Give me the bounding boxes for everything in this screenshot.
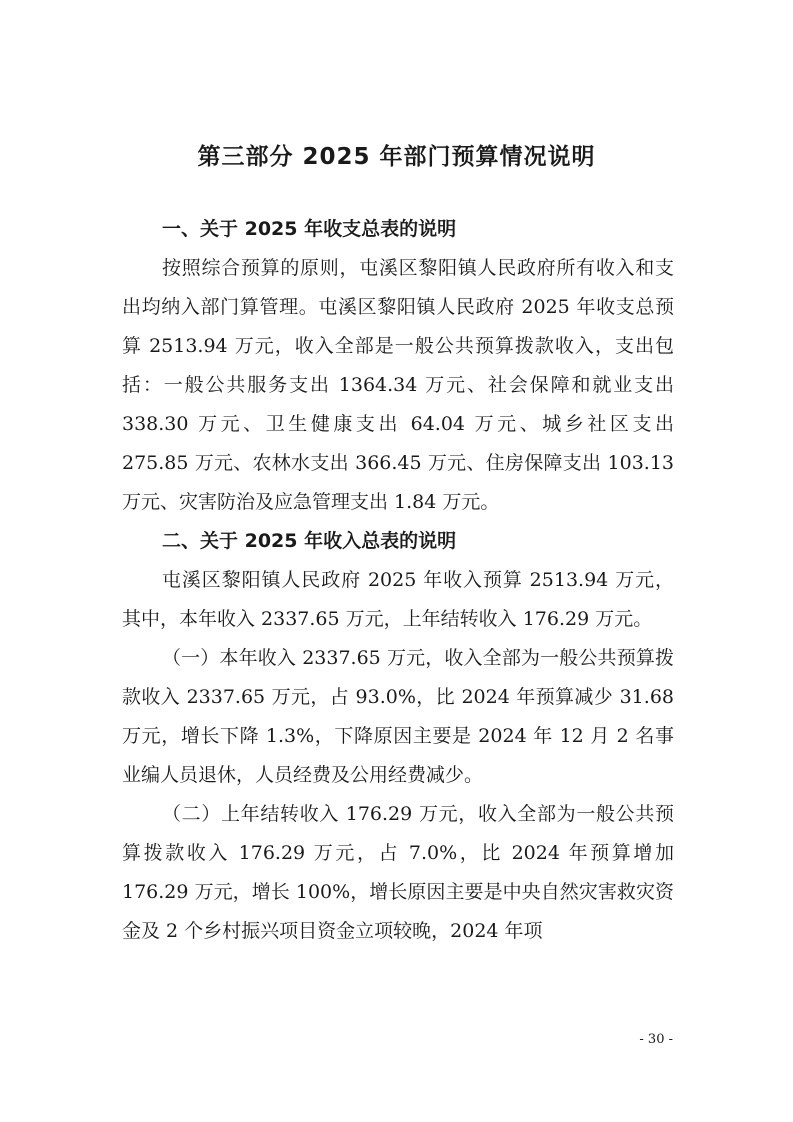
section-2-paragraph-1: 屯溪区黎阳镇人民政府 2025 年收入预算 2513.94 万元，其中，本年收入 2337.65 万元，上年结转收入 176.29 万元。 [122,569,674,630]
page-number: - 30 - [639,1032,673,1047]
section-2-heading: 二、关于 2025 年收入总表的说明 [162,530,457,552]
body-text [122,210,674,951]
section-1-heading: 一、关于 2025 年收支总表的说明 [162,218,457,240]
page-title: 第三部分 2025 年部门预算情况说明 [197,144,596,170]
section-2-paragraph-2: （一）本年收入 2337.65 万元，收入全部为一般公共预算拨款收入 2337.65 万元，占 93.0%，比 2024 年预算减少 31.68 万元，增长下降 1.3%，下降原因主要是 2024 年 12 月 2 名事业编人员退休，人员经费及公用经费减少。 [122,647,674,786]
section-2-paragraph-3: （二）上年结转收入 176.29 万元，收入全部为一般公共预算拨款收入 176.29 万元，占 7.0%，比 2024 年预算增加 176.29 万元，增长 100%，增长原因主要是中央自然灾害救灾资金及 2 个乡村振兴项目资金立项较晚，2024 年项 [122,803,674,942]
section-1-paragraph-1: 按照综合预算的原则，屯溪区黎阳镇人民政府所有收入和支出均纳入部门算管理。屯溪区黎阳镇人民政府 2025 年收支总预算 2513.94 万元，收入全部是一般公共预算拨款收入，支出包括：一般公共服务支出 1364.34 万元、社会保障和就业支出 338.30 万元、卫生健康支出 64.04 万元、城乡社区支出 275.85 万元、农林水支出 366.45 万元、住房保障支出 103.13 万元、灾害防治及应急管理支出 1.84 万元。 [122,257,674,513]
